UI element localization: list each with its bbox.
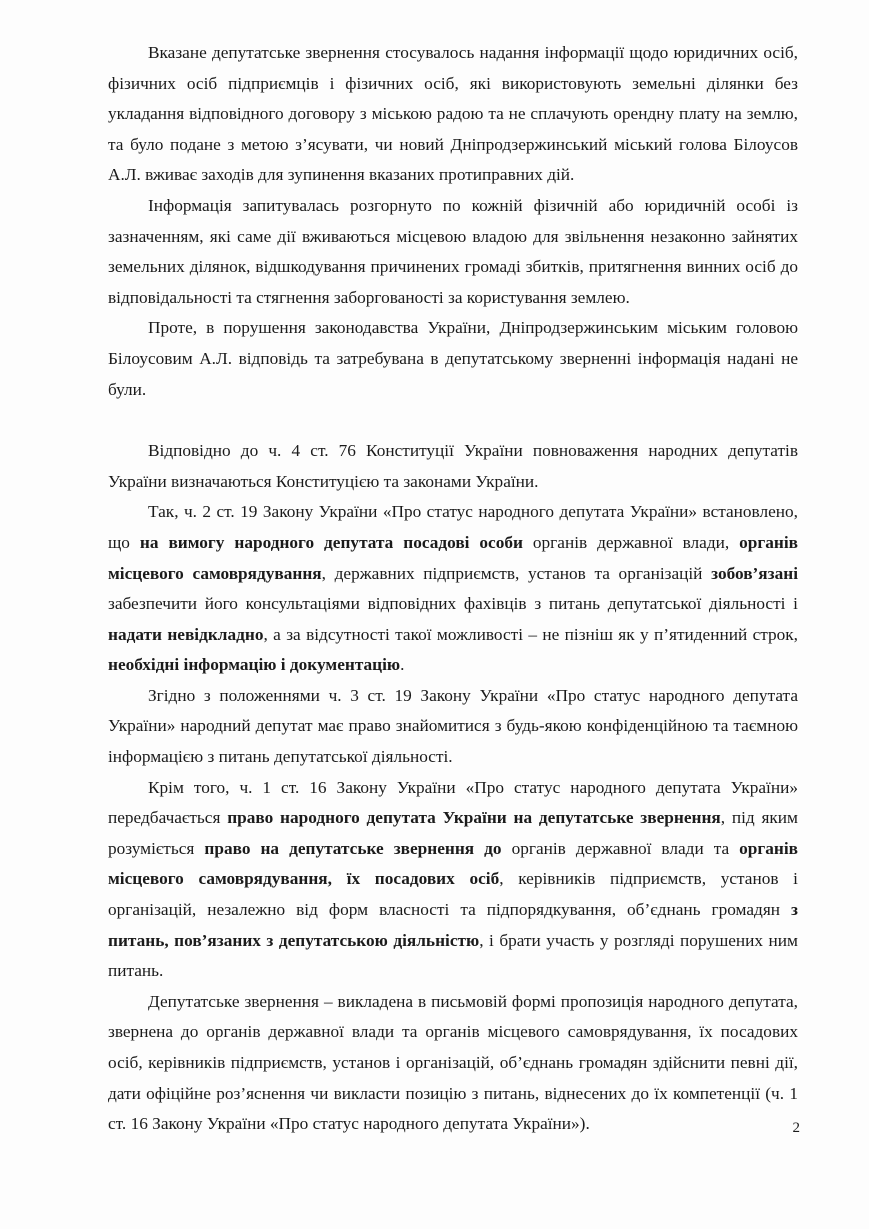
- paragraph-appeal-description: Вказане депутатське звернення стосувалось надання інформації щодо юридичних осіб, фізичних осіб підприємців і фізичних осіб, які використовують земельні ділянки без укладання відповідного договору з міською радою та не сплачують орендну плату на землю, та було подане з метою з’ясувати, чи новий Дніпродзержинський міський голова Білоусов А.Л. вживає заходів для зупинення вказаних протиправних дій.: [108, 43, 798, 185]
- text-run: органів державної влади та: [501, 838, 740, 858]
- bold-run: право народного депутата України на депутатське звернення: [227, 808, 721, 828]
- paragraph-information-requested: Інформація запитувалась розгорнуто по кожній фізичній або юридичній особі із зазначенням, які саме дії вживаються місцевою владою для звільнення незаконно зайнятих земельних ділянок, відшкодування причинених громаді збитків, притягнення винних осіб до відповідальності та стягнення заборгованості за користування землею.: [108, 195, 798, 307]
- text-run: , державних підприємств, установ та організацій: [321, 563, 712, 583]
- bold-run: зобов’язані: [711, 563, 798, 583]
- text-run: Крім того, ч. 1 ст. 16 Закону України «Про статус народного депутата України» передбачається: [108, 777, 798, 828]
- text-run: Так, ч. 2 ст. 19 Закону України «Про статус народного депутата України» встановлено, що: [108, 502, 798, 552]
- paragraph-article-16-part-1: [108, 773, 798, 987]
- bold-run: надати невідкладно: [108, 624, 264, 644]
- text-run: .: [400, 655, 405, 675]
- bold-run: з питань, пов’язаних з депутатською діяльністю: [108, 900, 798, 950]
- bold-run: органів місцевого самоврядування, їх посадових осіб: [108, 838, 798, 889]
- text-run: органів державної влади,: [522, 532, 740, 552]
- bold-run: органів місцевого самоврядування: [108, 532, 798, 583]
- paragraph-constitution: Відповідно до ч. 4 ст. 76 Конституції України повноваження народних депутатів України визначаються Конституцією та законами України.: [108, 441, 798, 491]
- text-run: забезпечити його консультаціями відповідних фахівців з питань депутатської діяльності і: [108, 594, 798, 614]
- text-run: , керівників підприємств, установ і організацій, незалежно від форм власності та підпорядкування, об’єднань громадян: [108, 869, 798, 920]
- paragraph-appeal-definition: Депутатське звернення – викладена в письмовій формі пропозиція народного депутата, звернена до органів державної влади та органів місцевого самоврядування, їх посадових осіб, керівників підприємств, установ і організацій, об’єднань громадян здійснити певні дії, дати офіційне роз’яснення чи викласти позицію з питань, віднесених до їх компетенції (ч. 1 ст. 16 Закону України «Про статус народного депутата України»).: [108, 991, 798, 1134]
- text-run: , і брати участь у розгляді порушених ним питань.: [108, 930, 798, 981]
- paragraph-gap: [108, 405, 798, 436]
- bold-run: на вимогу народного депутата посадові особи: [139, 532, 523, 552]
- document-body: [108, 38, 798, 1140]
- text-run: , а за відсутності такої можливості – не пізніш як у п’ятиденний строк,: [263, 624, 798, 644]
- paragraph-article-19-part-3: Згідно з положеннями ч. 3 ст. 19 Закону України «Про статус народного депутата України» народний депутат має право знайомитися з будь-якою конфіденційною та таємною інформацією з питань депутатської діяльності.: [108, 685, 798, 767]
- bold-run: право на депутатське звернення до: [204, 838, 502, 858]
- text-run: , під яким розуміється: [108, 808, 798, 858]
- page-number: 2: [792, 1120, 800, 1136]
- paragraph-violation: Проте, в порушення законодавства України, Дніпродзержинським міським головою Білоусовим А.Л. відповідь та затребувана в депутатському зверненні інформація надані не були.: [108, 318, 798, 399]
- bold-run: необхідні інформацію і документацію: [108, 655, 401, 675]
- paragraph-article-19-part-2: [108, 497, 798, 681]
